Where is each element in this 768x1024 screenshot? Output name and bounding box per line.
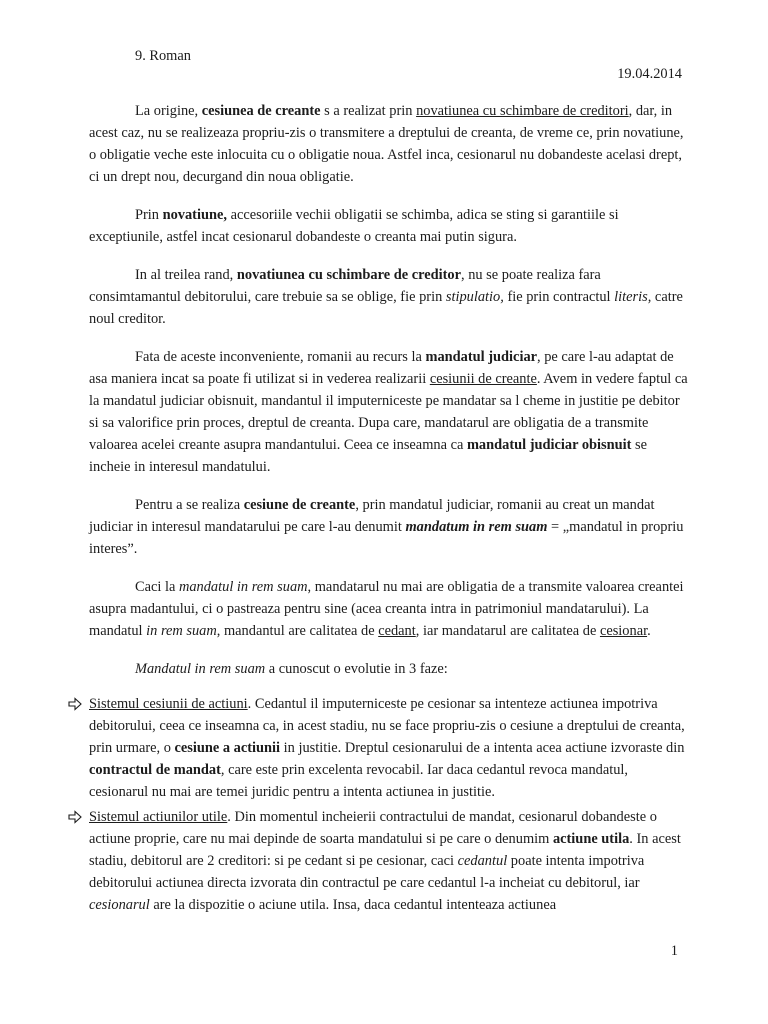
- text-run: , prin mandatul judiciar, romanii au creat un mandat judiciar in interesul mandatarului pe care l-au denumit: [89, 497, 655, 535]
- bold-term: actiune utila: [552, 831, 630, 847]
- bold-term: mandatul judiciar: [425, 349, 538, 365]
- italic-term: Mandatul in rem suam: [135, 661, 266, 677]
- text-run: = „mandatul in propriu interes”.: [89, 519, 684, 557]
- bold-term: cesiune a actiunii: [174, 740, 281, 756]
- text-run: . In acest stadiu, debitorul are 2 creditori: si pe cedant si pe cesionar, caci: [89, 831, 681, 869]
- italic-term: mandatul in rem suam: [178, 579, 308, 595]
- bold-term: novatiunea cu schimbare de creditor: [236, 267, 461, 283]
- header-date: 19.04.2014: [617, 66, 682, 82]
- text-run: se incheie in interesul mandatului.: [89, 437, 648, 475]
- page-number: 1: [670, 943, 678, 959]
- text-run: catre noul creditor.: [89, 289, 683, 327]
- italic-term: stipulatio,: [445, 289, 504, 305]
- underlined-term: novatiunea cu schimbare de creditori: [416, 103, 629, 119]
- text-run: , mandatarul nu mai are obligatia de a transmite valoarea creantei asupra madantului, ci o pastreaza pentru sine (acea creanta intra in patrimoniul mandatarului). La mandatul: [89, 579, 684, 639]
- text-run: fie prin contractul: [503, 289, 615, 305]
- text-run: . Din momentul incheierii contractului de mandat, cesionarul dobandeste o actiune proprie, care nu mai depinde de soarta mandatului si pe care o denumim: [89, 809, 657, 847]
- document-body: [89, 100, 689, 919]
- text-run: In al treilea rand,: [135, 267, 237, 283]
- bold-italic-term: mandatum in rem suam: [405, 519, 548, 535]
- text-run: Fata de aceste inconveniente, romanii au recurs la: [135, 349, 426, 365]
- text-run: Pentru a se realiza: [135, 497, 244, 513]
- italic-term: cesionarul: [89, 897, 150, 913]
- text-run: . Avem in vedere faptul ca la mandatul judiciar obisnuit, mandantul il imputerniceste pe mandatar sa l cheme in justitie pe debitor si sa valorifice prin proces, dreptul de creanta. Dupa care, mandatarul are obligatia de a transmite valoarea acelei creante asupra mandantului. Ceea ce inseamna ca: [89, 371, 688, 453]
- phase-list: [89, 693, 689, 916]
- text-run: , dar, in acest caz, nu se realizeaza propriu-zis o transmitere a dreptului de creanta, de vreme ce, prin novatiune, o obligatie veche este inlocuita cu o obligatie noua. Astfel inca, cesionarul nu dobandeste acelasi drept, ci un drept nou, decurgand din noua obligatie.: [89, 103, 684, 185]
- text-run: are la dispozitie o aciune utila. Insa, daca cedantul intenteaza actiunea: [149, 897, 557, 913]
- italic-term: cedantul: [457, 853, 508, 869]
- underlined-term: cedant: [378, 623, 416, 639]
- text-run: .: [647, 623, 651, 639]
- text-run: s a realizat prin: [320, 103, 417, 119]
- text-run: accesoriile vechii obligatii se schimba, adica se sting si garantiile si exceptiunile, astfel incat cesionarul dobandeste o creanta mai putin sigura.: [89, 207, 619, 245]
- text-run: in justitie. Dreptul cesionarului de a intenta acea actiune izvoraste din: [280, 740, 685, 756]
- italic-term: literis,: [614, 289, 652, 305]
- bold-term: mandatul judiciar obisnuit: [466, 437, 632, 453]
- text-run: a cunoscut o evolutie in 3 faze:: [265, 661, 448, 677]
- paragraph-mandat-judiciar: [89, 346, 689, 478]
- bold-term: cesiune de creante: [243, 497, 356, 513]
- text-run: , iar mandatarul are calitatea de: [415, 623, 600, 639]
- text-run: Caci la: [135, 579, 179, 595]
- bold-term: novatiune,: [162, 207, 227, 223]
- text-run: , care este prin excelenta revocabil. Iar daca cedantul revoca mandatul, cesionarul nu mai are temei juridic pentru a intenta actiunea in justitie.: [89, 762, 629, 800]
- italic-term: in rem suam: [146, 623, 217, 639]
- underlined-term: Sistemul cesiunii de actiuni: [89, 696, 248, 712]
- bold-term: contractul de mandat: [89, 762, 221, 778]
- paragraph-third: [89, 264, 689, 330]
- underlined-term: cesionar: [599, 623, 648, 639]
- underlined-term: Sistemul actiunilor utile: [89, 809, 228, 825]
- text-run: , nu se poate realiza fara consimtamantul debitorului, care trebuie sa se oblige, fie prin: [89, 267, 601, 305]
- paragraph-phases: [89, 658, 689, 680]
- paragraph-novatiune: [89, 204, 689, 248]
- paragraph-origin: [89, 100, 689, 188]
- text-run: poate intenta impotriva debitorului actiunea directa izvorata din contractul pe care cedantul l-a incheiat cu debitorul, iar: [89, 853, 645, 891]
- text-run: . Cedantul il imputerniceste pe cesionar sa intenteze actiunea impotriva debitorului, ceea ce inseamna ca, in acest stadiu, nu se face propriu-zis o cesiune a dreptului de creanta, prin urmare, o: [89, 696, 685, 756]
- list-item: [89, 693, 689, 803]
- text-run: , pe care l-au adaptat de asa maniera incat sa poate fi utilizat si in vederea realizarii: [89, 349, 674, 387]
- header-author: 9. Roman: [135, 48, 191, 64]
- bold-term: cesiunea de creante: [201, 103, 321, 119]
- paragraph-caci: [89, 576, 689, 642]
- text-run: , mandantul are calitatea de: [216, 623, 379, 639]
- list-item: [89, 806, 689, 916]
- paragraph-rem-suam: [89, 494, 689, 560]
- arrow-right-icon: [67, 806, 83, 828]
- text-run: Prin: [135, 207, 163, 223]
- text-run: La origine,: [135, 103, 202, 119]
- underlined-term: cesiunii de creante: [429, 371, 537, 387]
- arrow-right-icon: [67, 693, 83, 715]
